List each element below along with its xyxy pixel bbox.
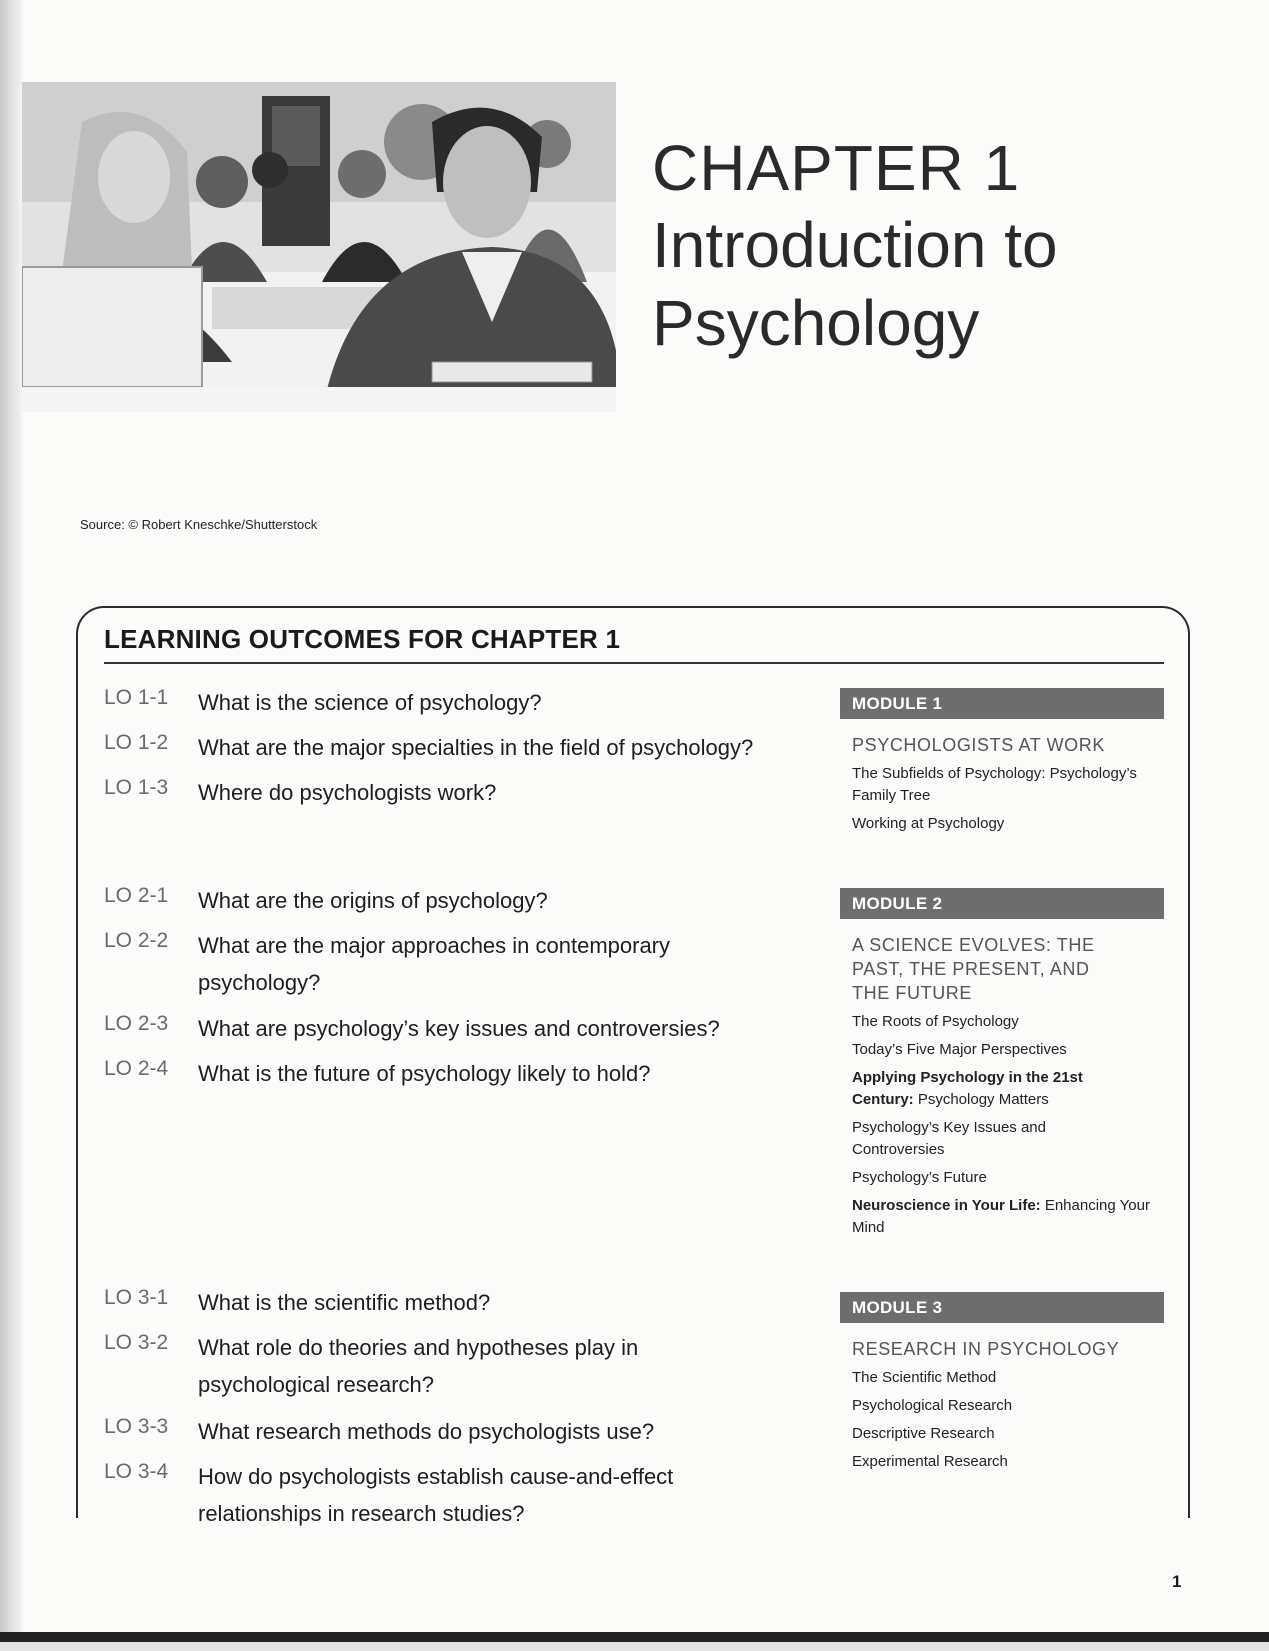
module-item-bold: Neuroscience in Your Life:	[852, 1197, 1041, 1214]
module-3	[840, 1292, 1164, 1473]
lo-text: What research methods do psychologists use?	[198, 1419, 655, 1444]
module-item-text: Psychology Matters	[913, 1091, 1049, 1108]
module-1	[840, 688, 1164, 835]
scan-edge-bottom	[0, 1632, 1269, 1642]
lo-code: LO 3-3	[104, 1415, 169, 1438]
module-item: Psychology’s Future	[852, 1169, 987, 1186]
chapter-label: CHAPTER 1	[652, 132, 1021, 204]
lo-text: What are the major approaches in contemporary psychology?	[198, 933, 671, 995]
module-item: The Scientific Method	[852, 1369, 997, 1386]
lo-text: What are the origins of psychology?	[198, 888, 548, 913]
module-item-text: Enhancing Your Mind	[852, 1197, 1150, 1236]
chapter-photo	[22, 82, 616, 412]
lo-code: LO 3-1	[104, 1286, 169, 1309]
photo-credit: Source: © Robert Kneschke/Shutterstock	[80, 517, 318, 532]
page-number: 1	[1172, 1572, 1182, 1591]
lo-code: LO 1-2	[104, 731, 169, 754]
heading-divider	[104, 662, 1164, 664]
chapter-title-line-2: Psychology	[652, 287, 980, 359]
lo-code: LO 1-1	[104, 686, 169, 709]
lo-code: LO 2-4	[104, 1057, 169, 1080]
chapter-title-line-1: Introduction to	[652, 209, 1058, 281]
lo-text: What are the major specialties in the field of psychology?	[198, 735, 754, 760]
learning-outcomes-heading: LEARNING OUTCOMES FOR CHAPTER 1	[104, 624, 621, 654]
lo-code: LO 3-4	[104, 1460, 169, 1483]
lo-code: LO 2-3	[104, 1012, 169, 1035]
module-item	[852, 1195, 1162, 1239]
module-item: Experimental Research	[852, 1453, 1008, 1470]
module-title: PSYCHOLOGISTS AT WORK	[852, 735, 1105, 755]
lo-text: What are psychology’s key issues and controversies?	[198, 1016, 720, 1041]
module-label: MODULE 1	[840, 688, 1164, 719]
module-item: Psychology’s Key Issues and Controversies	[852, 1119, 1046, 1158]
module-item: Descriptive Research	[852, 1425, 995, 1442]
module-item: Psychological Research	[852, 1397, 1013, 1414]
lo-text: What is the science of psychology?	[198, 690, 542, 715]
lo-code: LO 3-2	[104, 1331, 169, 1354]
lo-text: What is the future of psychology likely to hold?	[198, 1061, 651, 1086]
lo-text: How do psychologists establish cause-and-effect relationships in research studies?	[198, 1464, 674, 1526]
module-label: MODULE 2	[840, 888, 1164, 919]
lo-code: LO 1-3	[104, 776, 169, 799]
scan-edge-bottom-light	[0, 1642, 1269, 1651]
lo-text: What is the scientific method?	[198, 1290, 491, 1315]
module-item: Today’s Five Major Perspectives	[852, 1041, 1067, 1058]
module-item: The Roots of Psychology	[852, 1013, 1019, 1030]
lo-code: LO 2-2	[104, 929, 169, 952]
scan-shadow-left	[0, 0, 22, 1651]
module-item: The Subfields of Psychology: Psychology’s Family Tree	[852, 765, 1137, 804]
module-item: Working at Psychology	[852, 815, 1005, 832]
lo-text: Where do psychologists work?	[198, 780, 497, 805]
lo-code: LO 2-1	[104, 884, 169, 907]
module-title: RESEARCH IN PSYCHOLOGY	[852, 1339, 1120, 1359]
module-title: A SCIENCE EVOLVES: THE PAST, THE PRESENT, AND THE FUTURE	[852, 935, 1095, 1003]
chapter-heading	[652, 130, 1058, 362]
lo-text: What role do theories and hypotheses play in psychological research?	[198, 1335, 639, 1397]
module-label: MODULE 3	[840, 1292, 1164, 1323]
module-2	[840, 888, 1164, 1239]
module-item-bold: Applying Psychology in the 21st Century:	[852, 1069, 1083, 1108]
module-item	[852, 1067, 1122, 1111]
